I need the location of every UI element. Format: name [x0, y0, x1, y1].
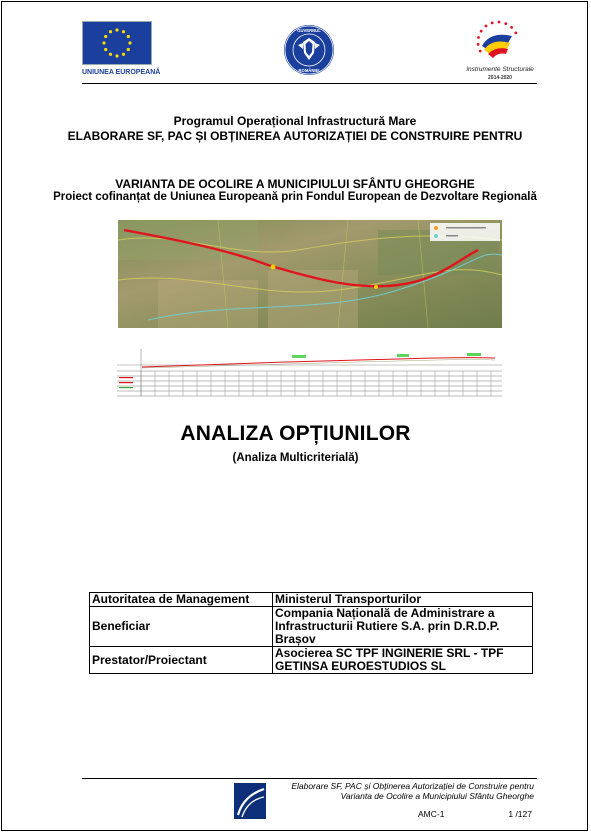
longitudinal-profile — [117, 345, 502, 400]
table-row — [90, 607, 533, 647]
elaborare-title: ELABORARE SF, PAC ȘI OBȚINEREA AUTORIZAȚIEI DE CONSTRUIRE PENTRU — [67, 129, 523, 143]
svg-text:GUVERNUL: GUVERNUL — [297, 28, 321, 33]
document-subtitle: (Analiza Multicriterială) — [232, 452, 359, 464]
page-number: 1 /127 — [508, 809, 532, 819]
table-cell-value: Ministerul Transporturilor — [273, 593, 533, 607]
footer-divider — [82, 778, 537, 779]
footer-line-2: Varianta de Ocolire a Municipiului Sfântu Gheorghe — [340, 791, 534, 801]
is-years: 2014-2020 — [488, 75, 512, 81]
structural-instruments-icon — [460, 16, 540, 66]
project-title: VARIANTA DE OCOLIRE A MUNICIPIULUI SFÂNTU GHEORGHE — [115, 177, 475, 191]
table-cell-key: Beneficiar — [90, 607, 273, 647]
eu-logo — [82, 21, 161, 79]
header-divider — [82, 83, 537, 84]
table-cell-value: Compania Națională de Administrare a Infrastructurii Rutiere S.A. prin D.R.D.P. Brașov — [273, 607, 533, 647]
eu-flag-icon — [82, 21, 152, 65]
structural-instruments-logo — [460, 16, 540, 84]
table-cell-key: Prestator/Proiectant — [90, 647, 273, 674]
table-row — [90, 593, 533, 607]
table-cell-value: Asocierea SC TPF INGINERIE SRL - TPF GETINSA EUROESTUDIOS SL — [273, 647, 533, 674]
eu-caption: UNIUNEA EUROPEANĂ — [82, 69, 161, 76]
cofinanced-line: Proiect cofinanțat de Uniunea Europeană prin Fondul European de Dezvoltare Regională — [53, 191, 537, 203]
eu-stars — [83, 22, 151, 64]
header-logos — [82, 16, 537, 84]
table-cell-key: Autoritatea de Management — [90, 593, 273, 607]
road-authority-logo-icon — [232, 781, 268, 821]
is-caption: Instrumente Structurale — [466, 66, 534, 73]
footer-line-1: Elaborare SF, PAC și Obținerea Autorizației de Construire pentru — [291, 781, 534, 791]
info-table — [89, 592, 533, 674]
document-code: AMC-1 — [418, 809, 445, 819]
svg-text:ROMÂNIEI: ROMÂNIEI — [298, 68, 320, 73]
document-title: ANALIZA OPȚIUNILOR — [180, 422, 411, 445]
table-row — [90, 647, 533, 674]
government-seal-icon — [282, 23, 336, 77]
program-title: Programul Operațional Infrastructură Mare — [173, 114, 417, 128]
aerial-route-map — [118, 220, 502, 328]
